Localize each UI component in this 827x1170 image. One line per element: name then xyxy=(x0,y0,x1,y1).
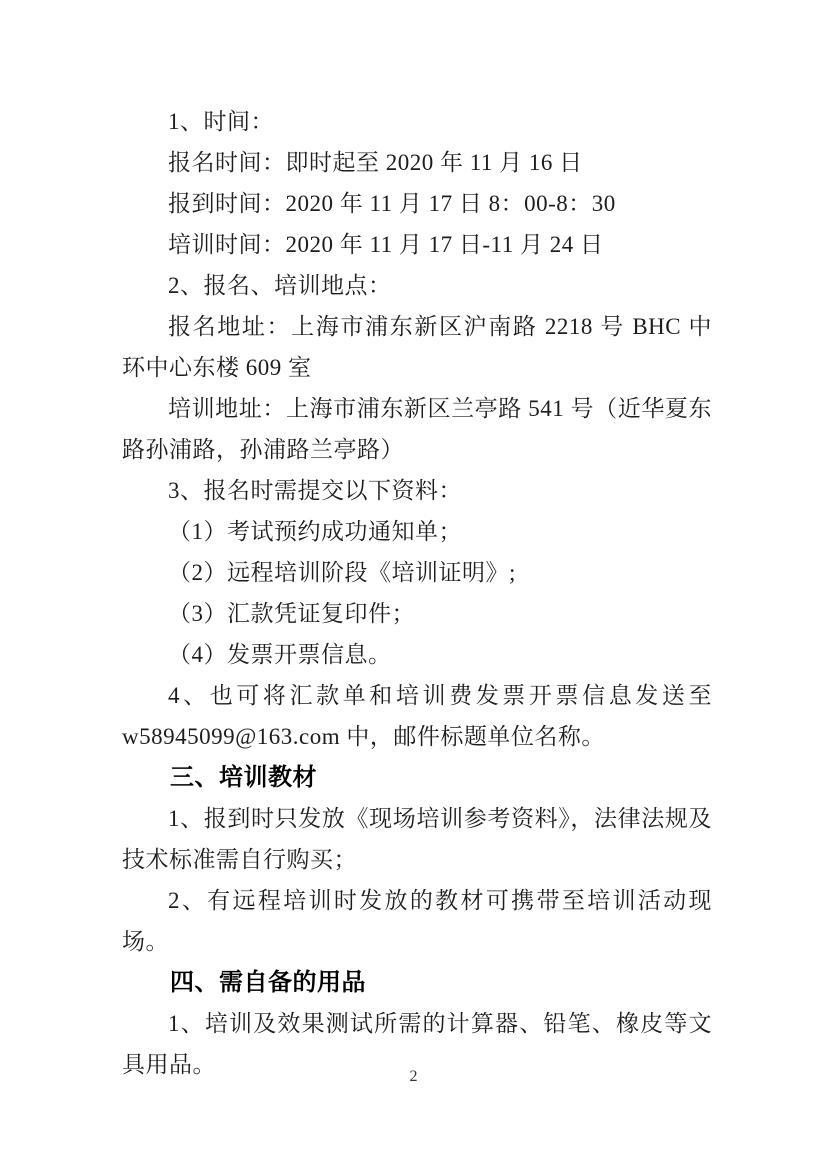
training-time: 培训时间：2020 年 11 月 17 日-11 月 24 日 xyxy=(168,232,604,257)
section-4-heading-self-supplies: 四、需自备的用品 xyxy=(170,969,366,996)
training-address: 培训地址：上海市浦东新区兰亭路 541 号（近华夏东路孙浦路，孙浦路兰亭路） xyxy=(122,396,712,462)
training-materials-note-1: 1、报到时只发放《现场培训参考资料》，法律法规及技术标准需自行购买； xyxy=(122,806,712,872)
required-document-2: （2）远程培训阶段《培训证明》; xyxy=(168,560,516,585)
required-document-4: （4）发票开票信息。 xyxy=(168,642,392,667)
training-materials-note-2: 2、有远程培训时发放的教材可携带至培训活动现场。 xyxy=(122,888,712,954)
registration-time: 报名时间：即时起至 2020 年 11 月 16 日 xyxy=(168,150,583,175)
checkin-time: 报到时间：2020 年 11 月 17 日 8：00-8：30 xyxy=(168,191,616,216)
section-3-heading-training-materials: 三、培训教材 xyxy=(170,764,317,791)
item-4-email-option: 4、也可将汇款单和培训费发票开票信息发送至 w58945099@163.com 中，邮件标题单位名称。 xyxy=(122,683,712,749)
page-number: 2 xyxy=(409,1068,418,1085)
item-1-time: 1、时间： xyxy=(168,109,274,134)
item-2-locations: 2、报名、培训地点： xyxy=(168,273,392,298)
document-body xyxy=(122,101,712,1085)
required-document-3: （3）汇款凭证复印件； xyxy=(168,601,415,626)
registration-address: 报名地址：上海市浦东新区沪南路 2218 号 BHC 中环中心东楼 609 室 xyxy=(122,314,712,380)
self-supplies-note-1: 1、培训及效果测试所需的计算器、铅笔、橡皮等文具用品。 xyxy=(122,1011,712,1077)
required-document-1: （1）考试预约成功通知单； xyxy=(168,519,462,544)
item-3-required-documents: 3、报名时需提交以下资料： xyxy=(168,478,462,503)
